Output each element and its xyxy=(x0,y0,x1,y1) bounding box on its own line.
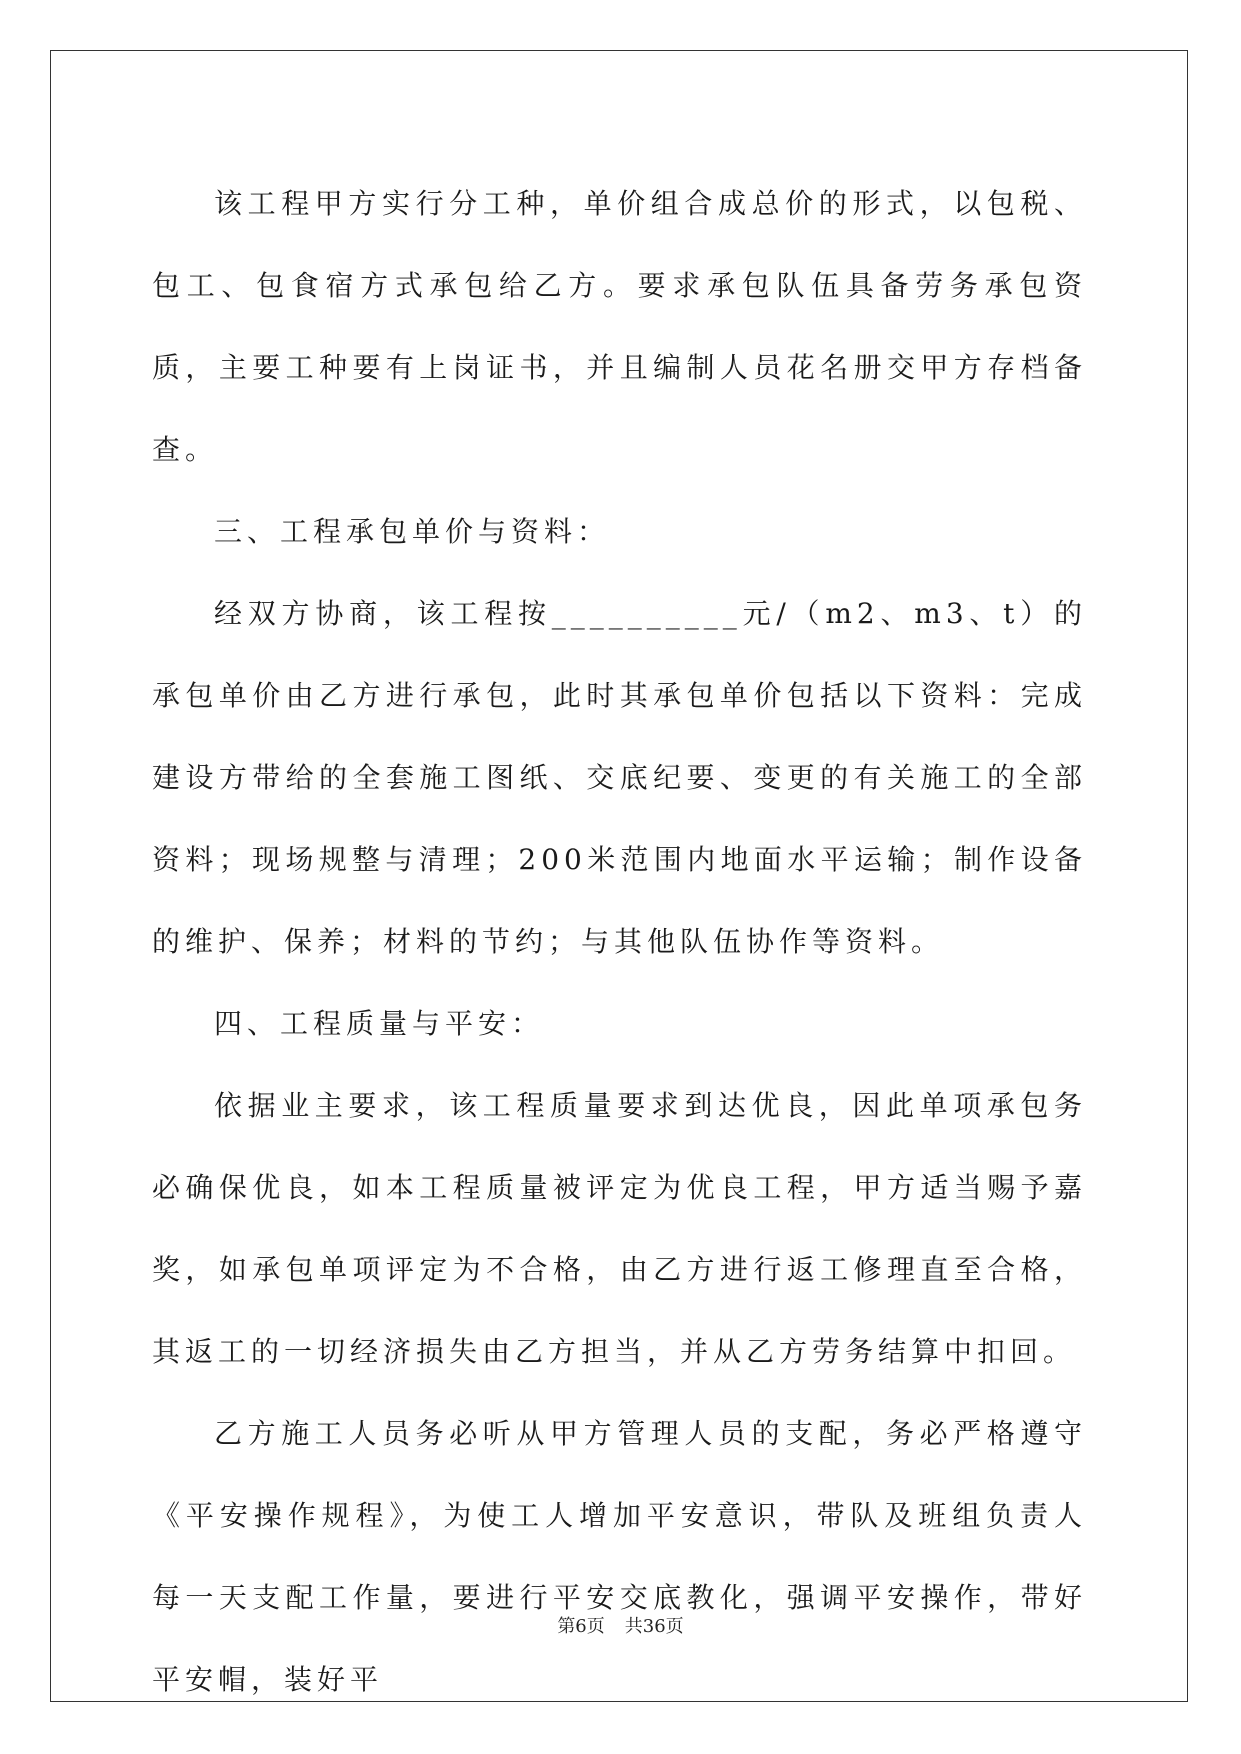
document-body xyxy=(152,163,1087,1721)
current-page-label: 第6页 xyxy=(557,1616,605,1637)
paragraph-safety: 乙方施工人员务必听从甲方管理人员的支配，务必严格遵守《平安操作规程》，为使工人增加平安意识，带队及班组负责人每一天支配工作量，要进行平安交底教化，强调平安操作，带好平安帽，装好平 xyxy=(152,1417,1087,1696)
paragraph-contract-form: 该工程甲方实行分工种，单价组合成总价的形式，以包税、包工、包食宿方式承包给乙方。要求承包队伍具备劳务承包资质，主要工种要有上岗证书，并且编制人员花名册交甲方存档备查。 xyxy=(152,187,1087,466)
section-heading-unit-price: 三、工程承包单价与资料： xyxy=(214,515,611,548)
page-number-footer xyxy=(0,1612,1241,1638)
paragraph-unit-price: 经双方协商，该工程按__________元/（m2、m3、t）的承包单价由乙方进行承包，此时其承包单价包括以下资料：完成建设方带给的全套施工图纸、交底纪要、变更的有关施工的全部资料；现场规整与清理；200米范围内地面水平运输；制作设备的维护、保养；材料的节约；与其他队伍协作等资料。 xyxy=(152,597,1087,958)
paragraph-quality: 依据业主要求，该工程质量要求到达优良，因此单项承包务必确保优良，如本工程质量被评定为优良工程，甲方适当赐予嘉奖，如承包单项评定为不合格，由乙方进行返工修理直至合格，其返工的一切经济损失由乙方担当，并从乙方劳务结算中扣回。 xyxy=(152,1089,1087,1368)
section-heading-quality-safety: 四、工程质量与平安： xyxy=(214,1007,545,1040)
total-pages-label: 共36页 xyxy=(624,1616,684,1637)
